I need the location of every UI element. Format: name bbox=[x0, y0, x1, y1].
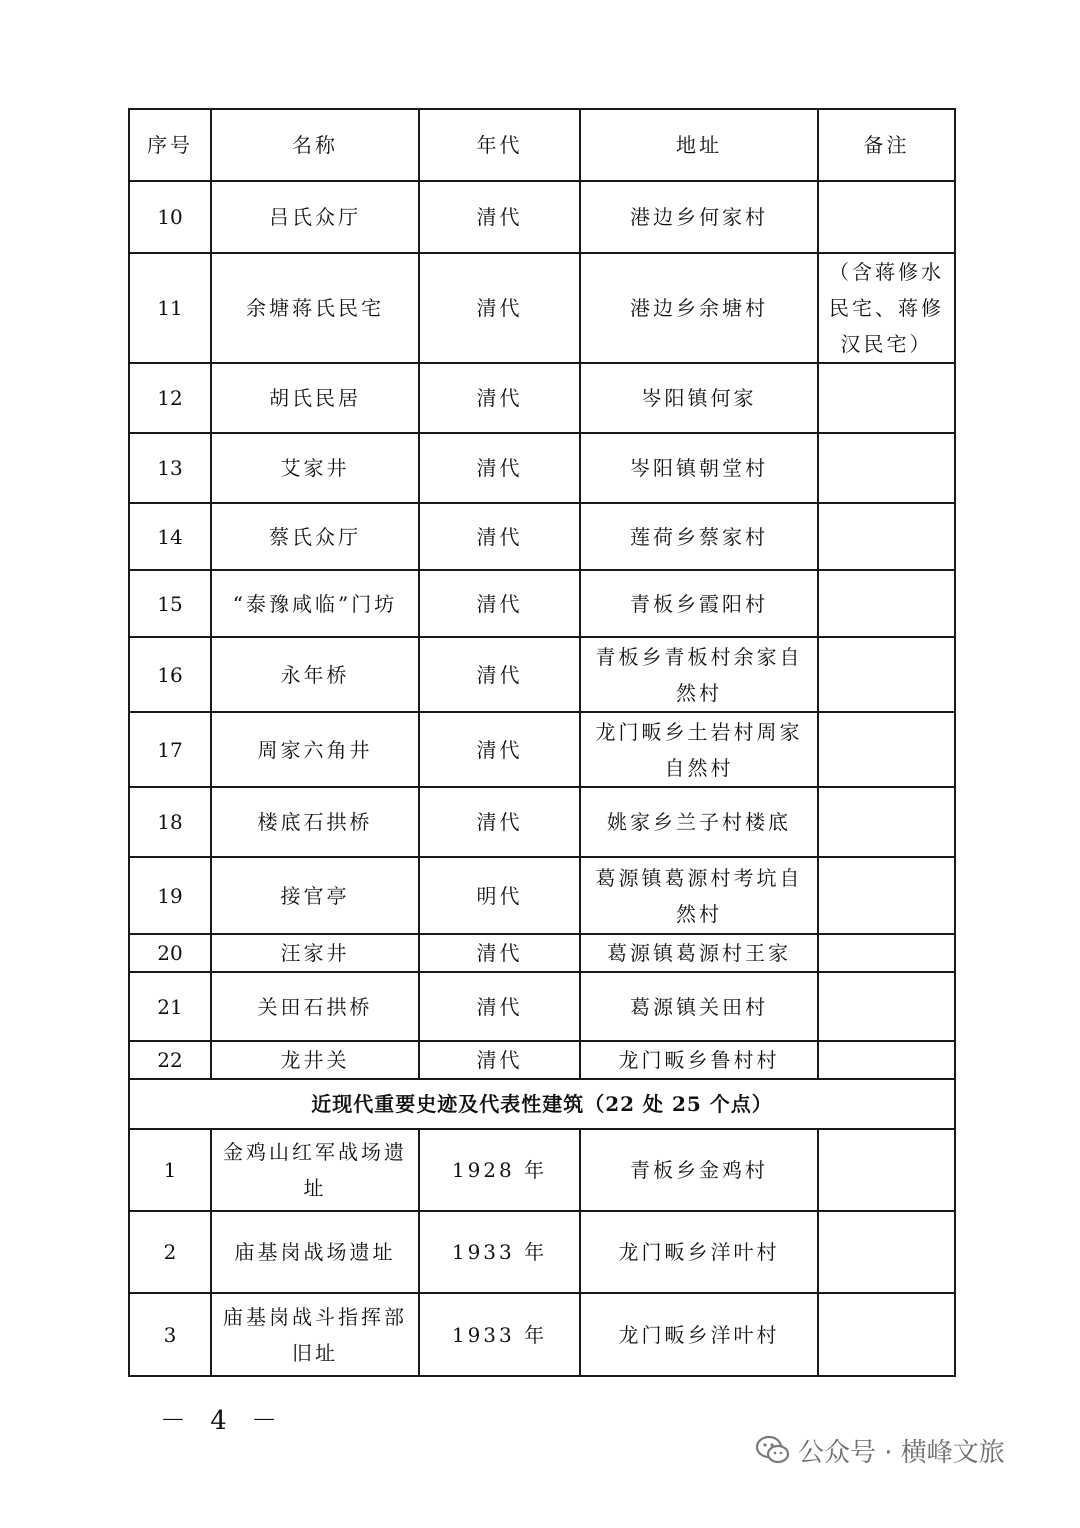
row-address: 葛源镇葛源村王家 bbox=[580, 934, 818, 972]
row-era: 清代 bbox=[419, 972, 580, 1041]
row-name: 永年桥 bbox=[211, 637, 419, 712]
row-era: 清代 bbox=[419, 787, 580, 857]
row-number: 20 bbox=[129, 934, 211, 972]
row-name: “泰豫咸临”门坊 bbox=[211, 570, 419, 637]
row-address: 葛源镇关田村 bbox=[580, 972, 818, 1041]
header-cell: 年代 bbox=[419, 109, 580, 181]
table-row bbox=[129, 857, 955, 934]
row-number: 17 bbox=[129, 712, 211, 787]
row-remark bbox=[818, 787, 955, 857]
heritage-table bbox=[128, 108, 956, 1377]
table-row bbox=[129, 1211, 955, 1293]
header-row bbox=[129, 109, 955, 181]
table-row bbox=[129, 363, 955, 433]
row-number: 21 bbox=[129, 972, 211, 1041]
header-cell: 地址 bbox=[580, 109, 818, 181]
table-row bbox=[129, 181, 955, 253]
row-name: 楼底石拱桥 bbox=[211, 787, 419, 857]
row-number: 3 bbox=[129, 1293, 211, 1376]
row-address: 姚家乡兰子村楼底 bbox=[580, 787, 818, 857]
row-remark bbox=[818, 433, 955, 503]
row-remark bbox=[818, 1041, 955, 1079]
row-era: 清代 bbox=[419, 253, 580, 363]
header-cell: 序号 bbox=[129, 109, 211, 181]
row-name: 蔡氏众厅 bbox=[211, 503, 419, 570]
row-address: 龙门畈乡土岩村周家自然村 bbox=[580, 712, 818, 787]
row-number: 22 bbox=[129, 1041, 211, 1079]
row-address: 龙门畈乡鲁村村 bbox=[580, 1041, 818, 1079]
row-number: 2 bbox=[129, 1211, 211, 1293]
row-address: 岑阳镇何家 bbox=[580, 363, 818, 433]
row-name: 龙井关 bbox=[211, 1041, 419, 1079]
row-era: 清代 bbox=[419, 570, 580, 637]
row-address: 龙门畈乡洋叶村 bbox=[580, 1211, 818, 1293]
row-name: 吕氏众厅 bbox=[211, 181, 419, 253]
header-cell: 名称 bbox=[211, 109, 419, 181]
row-name: 金鸡山红军战场遗址 bbox=[211, 1129, 419, 1211]
row-address: 青板乡霞阳村 bbox=[580, 570, 818, 637]
row-remark bbox=[818, 637, 955, 712]
section-title: 近现代重要史迹及代表性建筑（22 处 25 个点） bbox=[129, 1079, 955, 1129]
row-name: 关田石拱桥 bbox=[211, 972, 419, 1041]
row-number: 10 bbox=[129, 181, 211, 253]
row-address: 莲荷乡蔡家村 bbox=[580, 503, 818, 570]
watermark bbox=[756, 1430, 1005, 1470]
table-row bbox=[129, 637, 955, 712]
row-remark bbox=[818, 570, 955, 637]
row-number: 15 bbox=[129, 570, 211, 637]
table-row bbox=[129, 787, 955, 857]
table-row bbox=[129, 712, 955, 787]
row-address: 港边乡何家村 bbox=[580, 181, 818, 253]
table-row bbox=[129, 570, 955, 637]
row-number: 19 bbox=[129, 857, 211, 934]
row-number: 13 bbox=[129, 433, 211, 503]
row-address: 岑阳镇朝堂村 bbox=[580, 433, 818, 503]
row-number: 18 bbox=[129, 787, 211, 857]
row-era: 1928 年 bbox=[419, 1129, 580, 1211]
row-number: 16 bbox=[129, 637, 211, 712]
row-address: 青板乡金鸡村 bbox=[580, 1129, 818, 1211]
row-name: 汪家井 bbox=[211, 934, 419, 972]
row-era: 1933 年 bbox=[419, 1293, 580, 1376]
section-row bbox=[129, 1079, 955, 1129]
row-remark bbox=[818, 503, 955, 570]
row-number: 14 bbox=[129, 503, 211, 570]
table-row bbox=[129, 1041, 955, 1079]
row-name: 庙基岗战场遗址 bbox=[211, 1211, 419, 1293]
row-remark: （含蒋修水民宅、蒋修汉民宅） bbox=[818, 253, 955, 363]
row-address: 青板乡青板村余家自然村 bbox=[580, 637, 818, 712]
row-name: 余塘蒋氏民宅 bbox=[211, 253, 419, 363]
row-number: 1 bbox=[129, 1129, 211, 1211]
table-row bbox=[129, 433, 955, 503]
row-era: 清代 bbox=[419, 712, 580, 787]
row-remark bbox=[818, 363, 955, 433]
row-era: 1933 年 bbox=[419, 1211, 580, 1293]
table-row bbox=[129, 1293, 955, 1376]
table-row bbox=[129, 1129, 955, 1211]
row-remark bbox=[818, 934, 955, 972]
row-era: 清代 bbox=[419, 934, 580, 972]
row-era: 清代 bbox=[419, 1041, 580, 1079]
wechat-icon bbox=[756, 1435, 790, 1465]
row-remark bbox=[818, 1293, 955, 1376]
row-name: 接官亭 bbox=[211, 857, 419, 934]
row-name: 胡氏民居 bbox=[211, 363, 419, 433]
row-era: 清代 bbox=[419, 181, 580, 253]
row-era: 明代 bbox=[419, 857, 580, 934]
watermark-text: 公众号 · 横峰文旅 bbox=[798, 1437, 1005, 1468]
row-remark bbox=[818, 181, 955, 253]
row-era: 清代 bbox=[419, 433, 580, 503]
row-era: 清代 bbox=[419, 503, 580, 570]
page-number: － 4 － bbox=[160, 1406, 286, 1436]
table-row bbox=[129, 934, 955, 972]
table-row bbox=[129, 253, 955, 363]
row-remark bbox=[818, 712, 955, 787]
row-remark bbox=[818, 857, 955, 934]
row-address: 龙门畈乡洋叶村 bbox=[580, 1293, 818, 1376]
row-address: 港边乡余塘村 bbox=[580, 253, 818, 363]
row-name: 艾家井 bbox=[211, 433, 419, 503]
row-number: 12 bbox=[129, 363, 211, 433]
row-era: 清代 bbox=[419, 363, 580, 433]
row-name: 周家六角井 bbox=[211, 712, 419, 787]
row-remark bbox=[818, 1211, 955, 1293]
row-name: 庙基岗战斗指挥部旧址 bbox=[211, 1293, 419, 1376]
row-remark bbox=[818, 1129, 955, 1211]
row-address: 葛源镇葛源村考坑自然村 bbox=[580, 857, 818, 934]
table-row bbox=[129, 972, 955, 1041]
row-remark bbox=[818, 972, 955, 1041]
table-row bbox=[129, 503, 955, 570]
row-number: 11 bbox=[129, 253, 211, 363]
row-era: 清代 bbox=[419, 637, 580, 712]
header-cell: 备注 bbox=[818, 109, 955, 181]
